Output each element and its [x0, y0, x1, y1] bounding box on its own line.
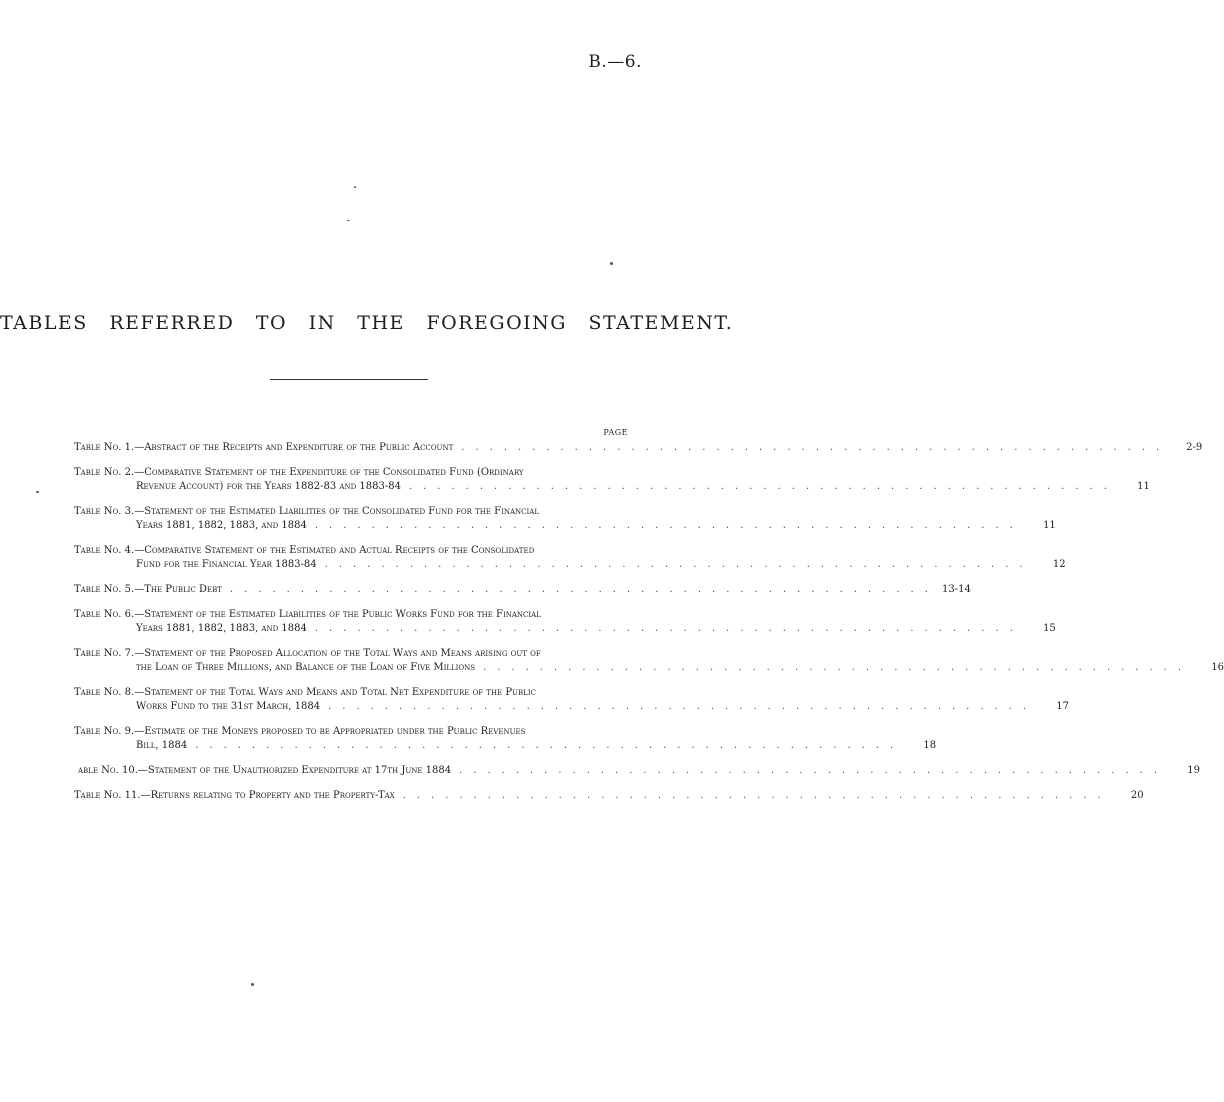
entry-title: Comparative Statement of the Estimated and Actual Receipts of the Consolidated	[144, 545, 535, 556]
scan-speck	[354, 186, 356, 188]
title-divider	[270, 379, 428, 380]
toc-line	[74, 441, 1203, 455]
toc-line	[74, 686, 630, 700]
toc-line-continued	[74, 661, 1224, 675]
entry-title-continued: Bill, 1884	[136, 740, 188, 751]
toc-entry	[74, 789, 1144, 803]
toc-entry	[74, 686, 1070, 714]
toc-entry	[74, 441, 1203, 455]
toc-line	[74, 544, 630, 558]
dot-leader: ..................................................	[402, 790, 1112, 801]
page-reference: B.—6.	[588, 52, 642, 72]
entry-title-continued: Years 1881, 1882, 1883, and 1884	[136, 623, 307, 634]
entry-title: Statement of the Estimated Liabilities of the Public Works Fund for the Financial	[144, 609, 541, 620]
toc-line-continued	[74, 480, 1150, 494]
entry-page: 17	[1056, 701, 1070, 712]
entry-page: 11	[1137, 481, 1150, 492]
dot-leader: ..................................................	[314, 520, 1024, 531]
entry-page: 18	[923, 740, 937, 751]
entry-page: 11	[1043, 520, 1056, 531]
scan-speck	[610, 262, 613, 265]
toc-line	[74, 647, 630, 661]
dot-leader: ..................................................	[324, 559, 1034, 570]
entry-page: 13-14	[942, 584, 971, 595]
toc-line-continued	[74, 739, 937, 753]
dot-leader: ..................................................	[459, 765, 1169, 776]
scan-speck	[36, 491, 39, 493]
entry-title: Comparative Statement of the Expenditure of the Consolidated Fund (Ordinary	[144, 467, 524, 478]
page-column-heading: PAGE	[603, 428, 628, 437]
entry-title-continued: Years 1881, 1882, 1883, and 1884	[136, 520, 307, 531]
table-of-contents	[74, 441, 1224, 814]
entry-title: The Public Debt	[144, 584, 222, 595]
entry-page: 15	[1043, 623, 1056, 634]
entry-label: Table No. 9.—	[74, 726, 145, 737]
toc-entry	[74, 583, 971, 597]
entry-label: Table No. 11.—	[74, 790, 151, 801]
entry-page: 16	[1211, 662, 1224, 673]
toc-line	[74, 466, 630, 480]
toc-entry	[74, 764, 1201, 778]
entry-title: Statement of the Total Ways and Means and Total Net Expenditure of the Public	[144, 687, 536, 698]
toc-line-continued	[74, 558, 1066, 572]
dot-leader: ..................................................	[461, 442, 1171, 453]
entry-title-continued: Revenue Account) for the Years 1882-83 and 1883-84	[136, 481, 401, 492]
entry-label: Table No. 2.—	[74, 467, 145, 478]
toc-line-continued	[74, 700, 1070, 714]
entry-label: Table No. 5.—	[74, 584, 145, 595]
entry-title: Abstract of the Receipts and Expenditure of the Public Account	[144, 442, 454, 453]
dot-leader: ..................................................	[314, 623, 1024, 634]
toc-line-continued	[74, 519, 1056, 533]
entry-page: 12	[1052, 559, 1066, 570]
toc-line-continued	[74, 622, 1056, 636]
entry-page: 19	[1187, 765, 1201, 776]
entry-title-continued: Fund for the Financial Year 1883-84	[136, 559, 317, 570]
toc-line	[74, 725, 630, 739]
entry-title-continued: the Loan of Three Millions, and Balance of the Loan of Five Millions	[136, 662, 476, 673]
toc-line	[74, 608, 630, 622]
entry-title: Statement of the Estimated Liabilities of the Consolidated Fund for the Financial	[144, 506, 539, 517]
dot-leader: ..................................................	[229, 584, 939, 595]
toc-entry	[74, 725, 937, 753]
entry-label: able No. 10.—	[78, 765, 148, 776]
entry-title: Statement of the Proposed Allocation of the Total Ways and Means arising out of	[144, 648, 541, 659]
toc-entry	[74, 544, 1066, 572]
entry-label: Table No. 7.—	[74, 648, 145, 659]
toc-entry	[74, 466, 1150, 494]
entry-label: Table No. 4.—	[74, 545, 145, 556]
dot-leader: ..................................................	[195, 740, 905, 751]
entry-title: Statement of the Unauthorized Expenditure at 17th June 1884	[147, 765, 452, 776]
scan-speck	[251, 983, 254, 986]
entry-title: Returns relating to Property and the Property-Tax	[150, 790, 395, 801]
entry-page: 20	[1130, 790, 1144, 801]
scan-speck	[347, 220, 350, 221]
entry-label: Table No. 1.—	[74, 442, 145, 453]
page-title: TABLES REFERRED TO IN THE FOREGOING STATEMENT.	[0, 312, 734, 334]
toc-line	[74, 583, 971, 597]
toc-line	[74, 505, 630, 519]
toc-entry	[74, 647, 1224, 675]
dot-leader: ..................................................	[483, 662, 1193, 673]
entry-label: Table No. 6.—	[74, 609, 145, 620]
entry-title: Estimate of the Moneys proposed to be Appropriated under the Public Revenues	[144, 726, 526, 737]
toc-entry	[74, 608, 1056, 636]
toc-entry	[74, 505, 1056, 533]
dot-leader: ..................................................	[408, 481, 1118, 492]
entry-title-continued: Works Fund to the 31st March, 1884	[136, 701, 321, 712]
toc-line	[74, 789, 1144, 803]
dot-leader: ..................................................	[328, 701, 1038, 712]
entry-label: Table No. 8.—	[74, 687, 145, 698]
toc-line	[74, 764, 1201, 778]
entry-page: 2-9	[1186, 442, 1203, 453]
entry-label: Table No. 3.—	[74, 506, 145, 517]
